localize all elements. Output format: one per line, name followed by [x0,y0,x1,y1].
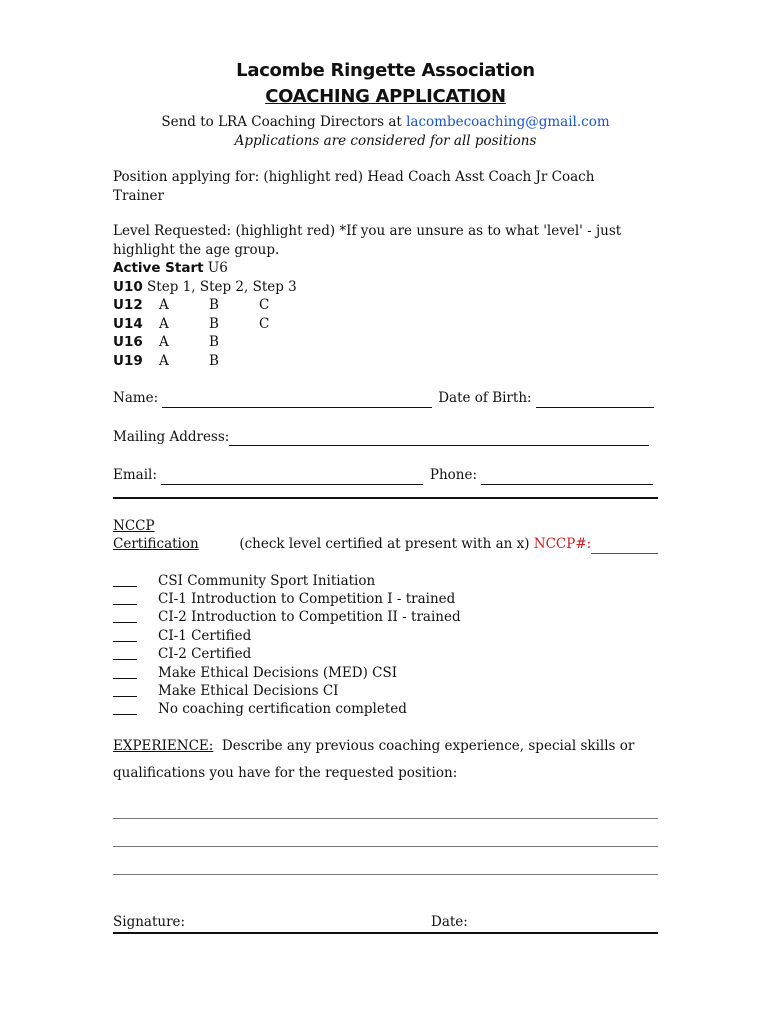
dob-label: Date of Birth: [438,390,532,406]
certification-item[interactable] [113,664,658,682]
send-prefix: Send to LRA Coaching Directors at [161,114,407,130]
certification-item[interactable] [113,645,658,663]
level-row[interactable] [113,333,658,352]
certification-item[interactable] [113,590,658,608]
level-label: U10 [113,278,143,295]
level-instruction: Level Requested: (highlight red) *If you are unsure as to what 'level' - just [113,223,622,239]
certification-item[interactable] [113,682,658,700]
checkbox-blank[interactable] [113,608,137,623]
level-a: A [159,297,169,313]
experience-answer-line[interactable] [113,791,658,819]
email-field[interactable] [161,472,423,485]
certification-item[interactable] [113,627,658,645]
org-name: Lacombe Ringette Association [236,60,535,81]
checkbox-blank[interactable] [113,627,137,642]
level-list [113,259,658,370]
level-a: A [159,352,169,369]
signature-row [113,913,658,932]
certification-item[interactable] [113,700,658,718]
address-label: Mailing Address: [113,428,230,445]
nccp-instruction: (check level certified at present with an x) [235,536,534,552]
level-label: U12 [113,297,143,313]
checkbox-blank[interactable] [113,590,137,605]
experience-label: EXPERIENCE: [113,737,214,754]
level-value: U6 [207,260,228,276]
level-b: B [209,315,219,332]
level-c: C [259,297,270,313]
experience-answer-line[interactable] [113,819,658,847]
certification-list [113,572,658,719]
address-row [113,428,658,447]
level-b: B [209,352,219,369]
name-label: Name: [113,390,159,406]
level-row[interactable] [113,315,658,334]
email-link[interactable]: lacombecoaching@gmail.com [406,114,610,130]
checkbox-blank[interactable] [113,572,137,587]
send-instructions [113,113,658,132]
nccp-header [113,517,658,554]
level-u10[interactable] [113,278,658,297]
certification-label: CI-1 Introduction to Competition I - trained [158,590,456,607]
level-active-start[interactable] [113,259,658,278]
name-dob-row [113,389,658,408]
level-label: U16 [113,334,143,350]
level-label: U14 [113,315,143,332]
applications-note: Applications are considered for all positions [234,133,537,149]
experience-prompt: Describe any previous coaching experience, special skills or [213,737,635,754]
address-field[interactable] [229,433,649,446]
phone-field[interactable] [481,472,653,485]
level-a: A [159,315,169,332]
level-b: B [209,297,219,313]
checkbox-blank[interactable] [113,645,137,660]
email-label: Email: [113,467,157,483]
level-label: Active Start [113,260,204,276]
nccp-number-field[interactable] [591,541,658,554]
level-b: B [209,334,219,350]
date-label[interactable]: Date: [431,913,468,930]
level-c: C [259,315,270,332]
position-trainer[interactable]: Trainer [113,187,164,204]
certification-label: No coaching certification completed [158,701,407,718]
certification-label: CI-2 Certified [158,646,252,663]
certification-item[interactable] [113,608,658,626]
email-phone-row [113,466,658,485]
level-row[interactable] [113,296,658,315]
experience-line-1 [113,737,658,756]
name-field[interactable] [162,395,432,408]
level-label: U19 [113,352,143,369]
signature-label[interactable]: Signature: [113,913,186,930]
certification-label: Make Ethical Decisions (MED) CSI [158,664,398,681]
certification-label: CSI Community Sport Initiation [158,572,376,589]
position-line[interactable]: Position applying for: (highlight red) Head Coach Asst Coach Jr Coach [113,169,595,185]
certification-label: Make Ethical Decisions CI [158,682,339,699]
level-a: A [159,334,169,350]
level-instruction-2: highlight the age group. [113,241,280,258]
certification-label: CI-1 Certified [158,627,252,644]
experience-answer-line[interactable] [113,847,658,875]
level-row[interactable] [113,352,658,371]
checkbox-blank[interactable] [113,700,137,715]
signature-line [113,932,658,934]
level-value: Step 1, Step 2, Step 3 [147,278,297,295]
checkbox-blank[interactable] [113,664,137,679]
dob-field[interactable] [536,395,654,408]
checkbox-blank[interactable] [113,682,137,697]
nccp-number-label: NCCP#: [533,536,592,552]
form-title: COACHING APPLICATION [265,86,506,107]
application-form [113,58,658,934]
nccp-label: NCCP Certification [113,517,199,552]
experience-line-2: qualifications you have for the requested position: [113,765,458,782]
certification-item[interactable] [113,572,658,590]
phone-label: Phone: [429,467,478,483]
certification-label: CI-2 Introduction to Competition II - trained [158,609,461,626]
